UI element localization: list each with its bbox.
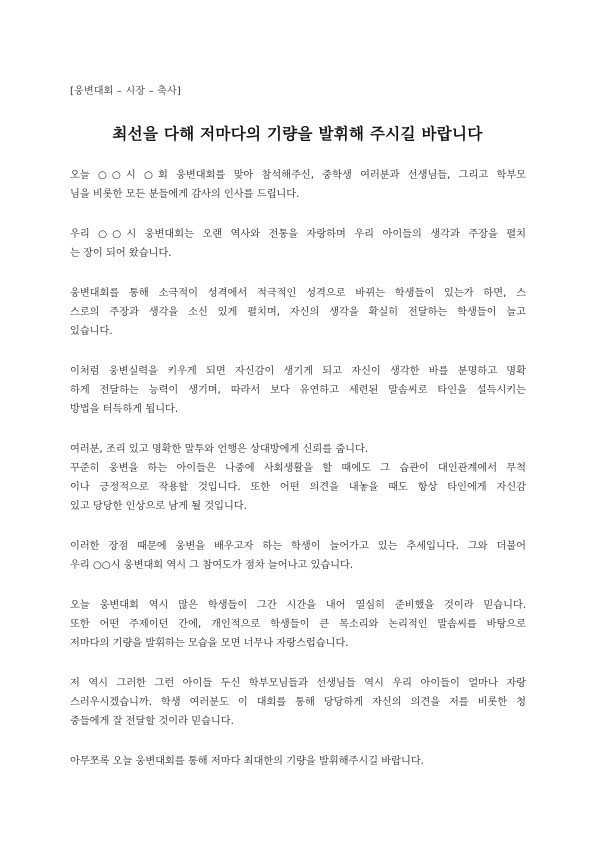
body-paragraph (70, 440, 526, 459)
paragraph-line: 하게 전달하는 능력이 생기며, 따라서 보다 유연하고 세련된 말솜씨로 타인을 설득시키는 (70, 385, 526, 396)
paragraph-line: 이러한 장점 때문에 웅변을 배우고자 하는 학생이 늘어가고 있는 추세입니다. 그와 더불어 (70, 541, 526, 552)
paragraph-line: 아무쪼록 오늘 웅변대회를 통해 저마다 최대한의 기량을 발휘해주시길 바랍니다. (70, 756, 424, 767)
paragraph-line: 저 역시 그러한 그런 아이들 두신 학부모님들과 선생님들 역시 우리 아이들이 얼마나 자랑 (70, 678, 526, 689)
paragraph-line: 여러분, 조리 있고 명확한 말투와 언행은 상대방에게 신뢰를 줍니다. (70, 444, 369, 455)
paragraph-line: 꾸준히 웅변을 하는 아이들은 나중에 사회생활을 할 때에도 그 습관이 대인관계에서 무척 (70, 463, 526, 474)
paragraph-line: 스러우시겠습니까. 학생 여러분도 이 대회를 통해 당당하게 자신의 의견을 저를 비롯한 청 (70, 697, 526, 708)
paragraph-line: 또한 어떤 주제이던 간에, 개인적으로 학생들이 큰 목소리와 논리적인 말솜씨를 바탕으로 (70, 619, 526, 630)
body-paragraph (70, 225, 526, 263)
paragraph-line: 우리 ○○시 웅변대회 역시 그 참여도가 점차 늘어나고 있습니다. (70, 560, 354, 571)
body-paragraph (70, 166, 526, 204)
paragraph-line: 저마다의 기량을 발휘하는 모습을 모면 너무나 자랑스럽습니다. (70, 638, 349, 649)
paragraph-line: 있습니다. (70, 326, 113, 337)
body-paragraph (70, 674, 526, 731)
paragraph-line: 우리 ○○시 웅변대회는 오랜 역사와 전통을 자랑하며 우리 아이들의 생각과 주장을 펼치 (70, 229, 526, 240)
paragraph-line: 방법을 터득하게 됩니다. (70, 404, 179, 415)
paragraph-line: 있고 당당한 인상으로 남게 될 것입니다. (70, 501, 247, 512)
body-paragraph (70, 284, 526, 341)
paragraph-line: 오늘 ○○시 ○회 웅변대회를 맞아 참석해주신, 중학생 여러분과 선생님들, 그리고 학부모 (70, 170, 526, 181)
document-title: 최선을 다해 저마다의 기량을 발휘해 주시길 바랍니다 (112, 125, 483, 143)
paragraph-line: 오늘 웅변대회 역시 많은 학생들이 그간 시간을 내어 열심히 준비했을 것이라 믿습니다. (70, 600, 526, 611)
body-paragraph (70, 596, 526, 653)
body-paragraph (70, 459, 526, 516)
paragraph-line: 웅변대회를 통해 소극적이 성격에서 적극적인 성격으로 바뀌는 학생들이 있는가 하면, 스 (70, 288, 526, 299)
paragraph-line: 스로의 주장과 생각을 소신 있게 펼치며, 자신의 생각을 확실히 전달하는 학생들이 늘고 (70, 307, 526, 318)
body-paragraph (70, 537, 526, 575)
paragraph-line: 님을 비롯한 모든 분들에게 감사의 인사를 드립니다. (70, 189, 300, 200)
body-paragraph (70, 752, 526, 771)
document-body (70, 166, 526, 792)
body-paragraph (70, 362, 526, 419)
document-category-label: [웅변대회 – 시장 – 축사] (70, 86, 181, 97)
paragraph-line: 중들에게 잘 전달할 것이라 믿습니다. (70, 716, 234, 727)
paragraph-line: 이나 긍정적으로 작용할 것입니다. 또한 어떤 의견을 내놓을 때도 항상 타인에게 자신감 (70, 482, 526, 493)
paragraph-line: 는 장이 되어 왔습니다. (70, 248, 172, 259)
paragraph-line: 이처럼 웅변실력을 키우게 되면 자신감이 생기게 되고 자신이 생각한 바를 분명하고 명확 (70, 366, 526, 377)
